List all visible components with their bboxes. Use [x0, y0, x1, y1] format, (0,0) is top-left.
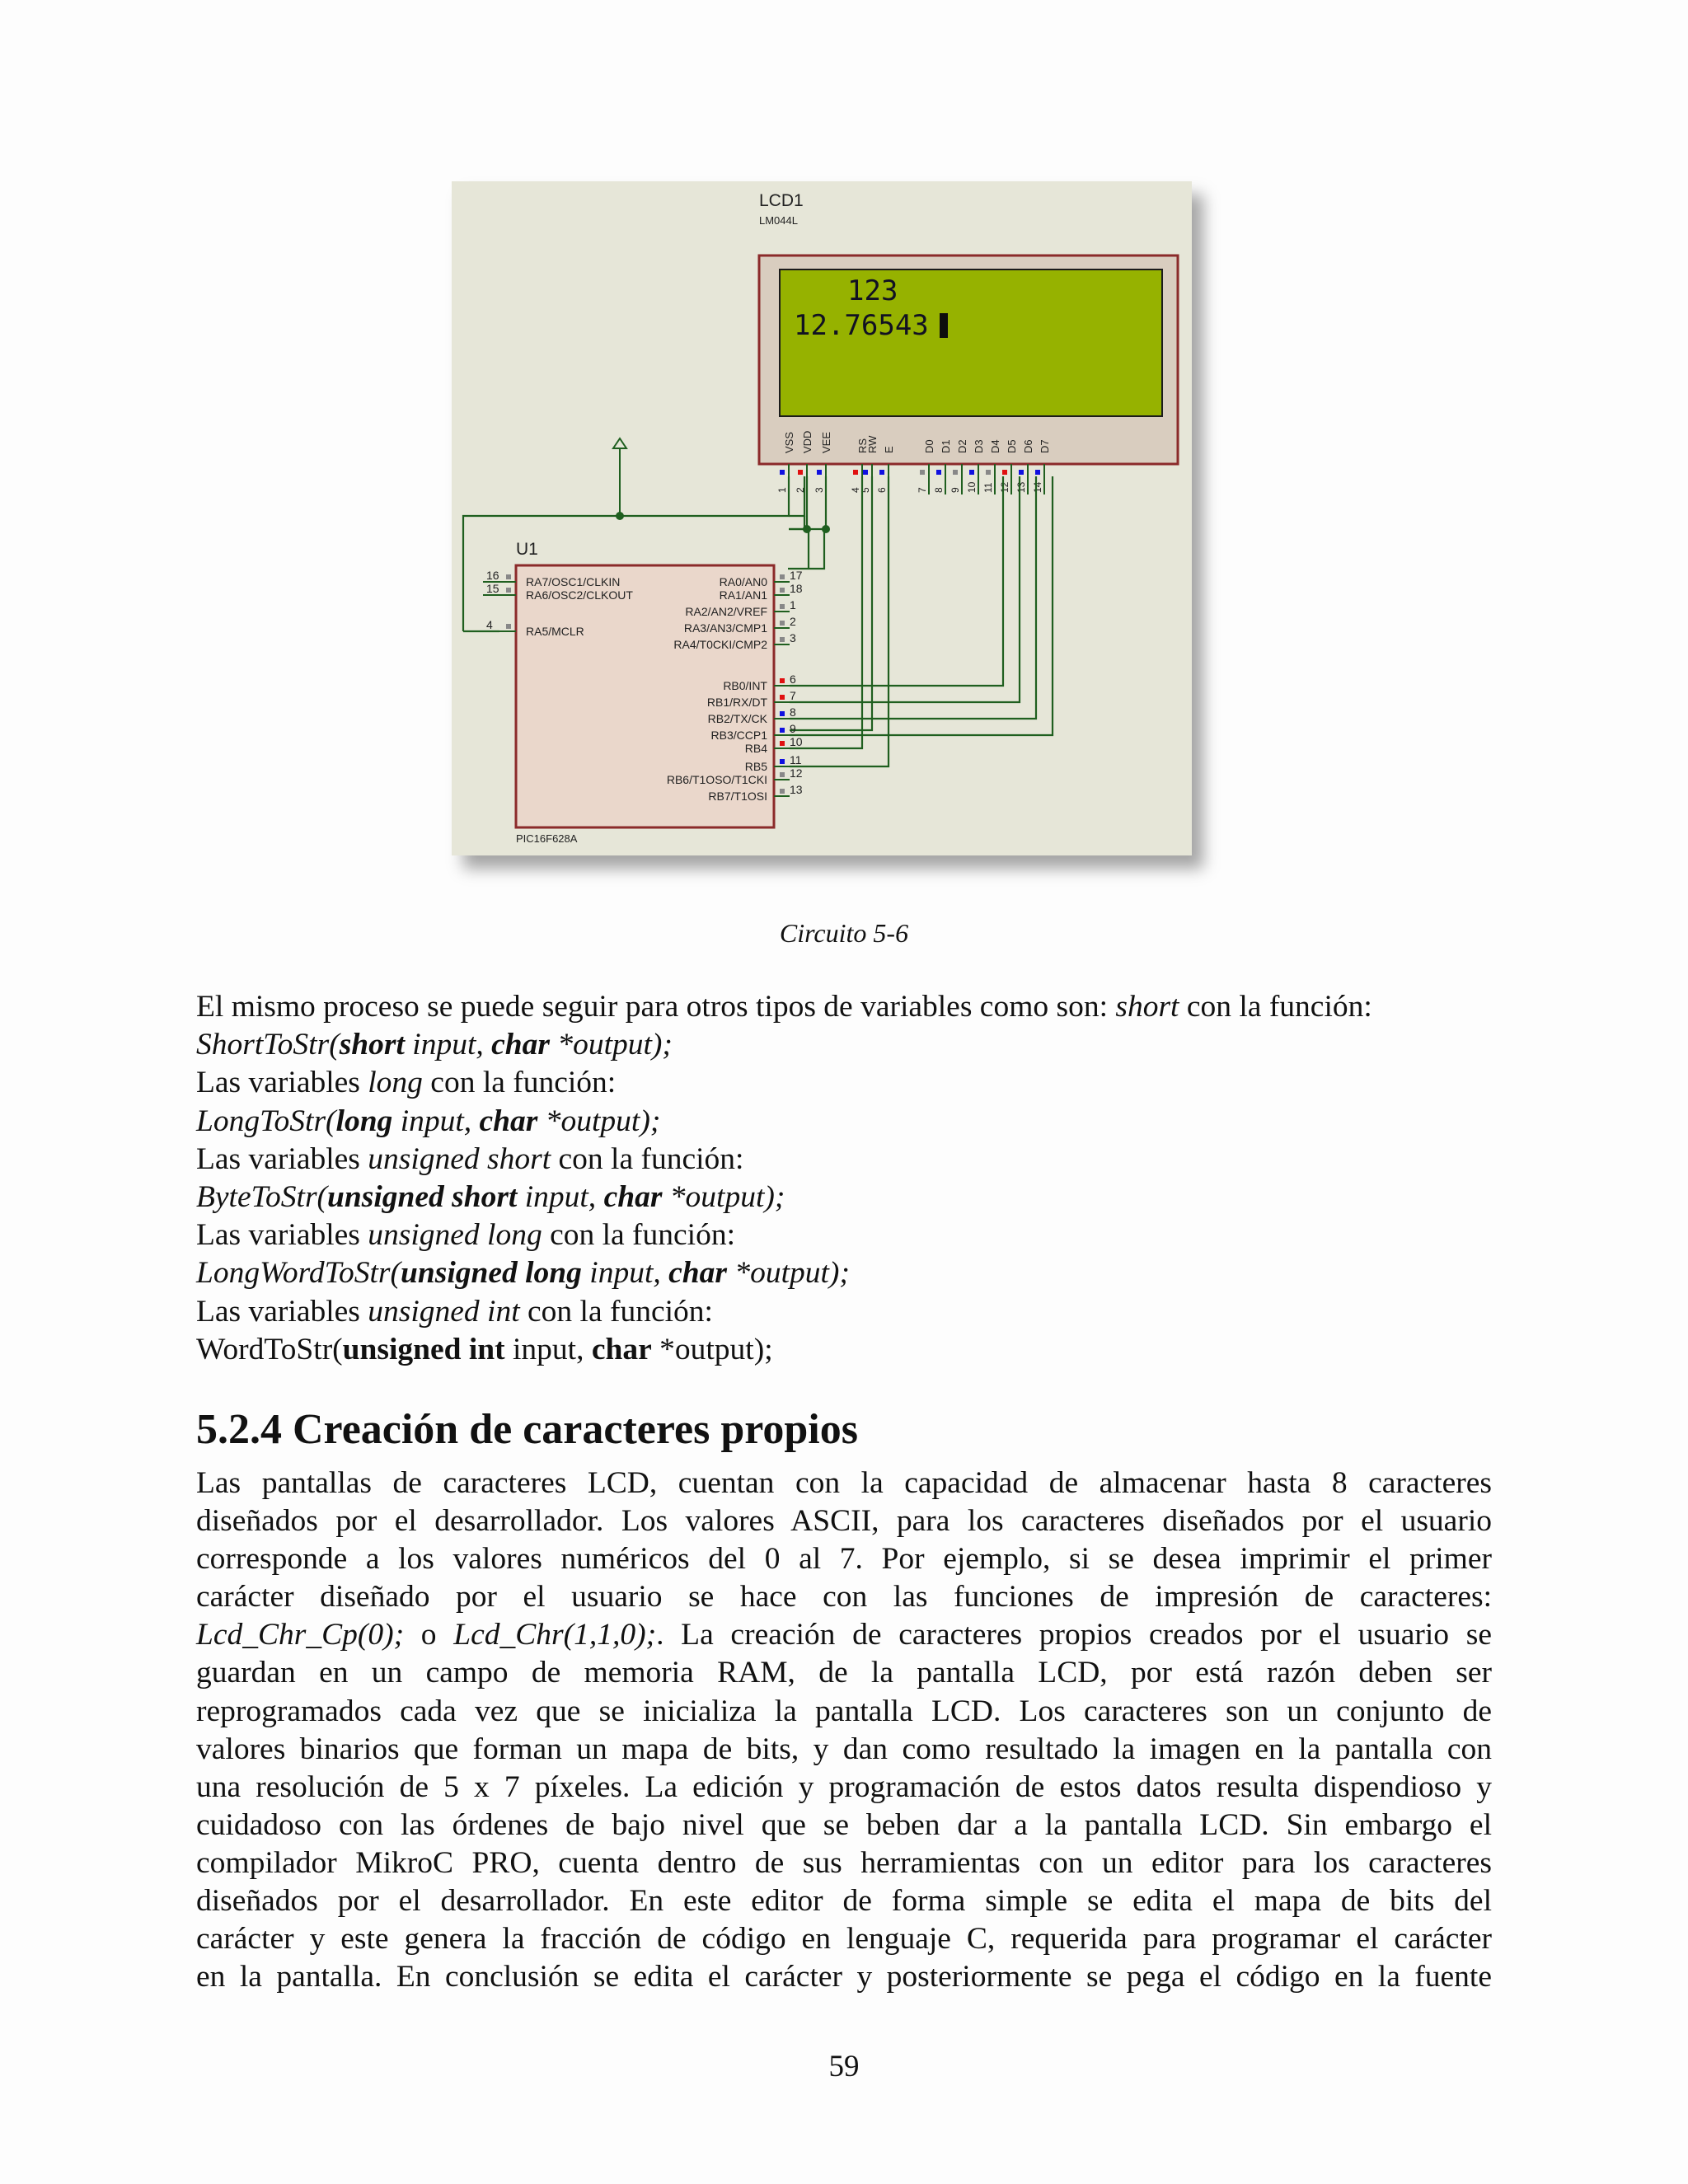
- mcu-pin-state: [780, 772, 785, 777]
- mcu-pin-number: 10: [790, 735, 803, 748]
- function-signature-wordtostr: WordToStr(unsigned int input, char *output);: [196, 1332, 773, 1366]
- function-signature-bytetostr: ByteToStr(unsigned short input, char *output);: [196, 1180, 785, 1215]
- mcu-pin-state: [780, 574, 785, 579]
- lcd-pin-number: 13: [1015, 481, 1027, 493]
- type-description-unsigned-short: Las variables unsigned short con la función:: [196, 1141, 744, 1176]
- mcu-pin-name: RB3/CCP1: [710, 729, 767, 742]
- lcd-pin-label: RW: [866, 435, 879, 453]
- type-description-unsigned-long: Las variables unsigned long con la función:: [196, 1218, 736, 1253]
- mcu-pin-number: 18: [790, 582, 803, 595]
- lcd-pin-label: VDD: [801, 430, 814, 453]
- mcu-pin-state: [506, 588, 511, 593]
- mcu-pin-name: RB2/TX/CK: [707, 712, 767, 725]
- lcd-pin-number: 3: [814, 487, 825, 493]
- lcd-pin-state: [1019, 470, 1024, 475]
- mcu-reference: U1: [516, 540, 538, 559]
- lcd-line-1: 123: [847, 274, 898, 307]
- lcd-cursor: [940, 313, 948, 338]
- mcu-pin-number: 1: [790, 598, 796, 612]
- mcu-pin-state: [780, 789, 785, 794]
- figure-caption: Circuito 5-6: [779, 918, 909, 948]
- lcd-pin-state: [1035, 470, 1040, 475]
- lcd-pin-state: [879, 470, 884, 475]
- lcd-pin-state: [780, 470, 785, 475]
- lcd-line-2: 12.76543: [794, 309, 929, 342]
- mcu-pin-state: [780, 728, 785, 733]
- lcd-pin-label: E: [883, 446, 895, 453]
- mcu-pin-state: [506, 574, 511, 579]
- paragraph-line-functions: Lcd_Chr_Cp(0); o Lcd_Chr(1,1,0);. La creación de caracteres propios creados por el usuario se: [196, 1618, 1493, 1652]
- lcd-pin-label: RS: [856, 438, 869, 453]
- mcu-pin-name: RB7/T1OSI: [708, 790, 767, 803]
- function-signature-longtostr: LongToStr(long input, char *output);: [196, 1104, 661, 1138]
- lcd-pin-state: [920, 470, 925, 475]
- function-signature-longwordtostr: LongWordToStr(unsigned long input, char *output);: [196, 1256, 850, 1291]
- lcd-pin-number: 7: [917, 487, 928, 493]
- mcu-pin-state: [780, 604, 785, 609]
- mcu-pin-number: 12: [790, 766, 803, 780]
- mcu-pin-name: RB1/RX/DT: [706, 696, 767, 709]
- mcu-pin-number: 3: [790, 631, 796, 644]
- mcu-pin-number: 13: [790, 783, 803, 796]
- mcu-pin-name: RA0/AN0: [719, 575, 767, 588]
- mcu-pin-number: 9: [790, 722, 796, 735]
- lcd-pin-number: 8: [933, 487, 945, 493]
- mcu-pin-state: [780, 637, 785, 642]
- mcu-pin-number: 16: [486, 569, 499, 582]
- lcd-pin-number: 14: [1032, 481, 1043, 493]
- mcu-pin-name: RA3/AN3/CMP1: [683, 621, 767, 635]
- lcd-pin-state: [798, 470, 803, 475]
- lcd-pin-label: D4: [989, 439, 1001, 453]
- mcu-pin-number: 4: [486, 618, 493, 631]
- mcu-pin-name: RB6/T1OSO/T1CKI: [666, 773, 767, 786]
- lcd-pin-state: [853, 470, 858, 475]
- mcu-pin-number: 11: [790, 753, 802, 766]
- mcu-pin-name: RA5/MCLR: [526, 625, 584, 638]
- mcu-pin-name: RA4/T0CKI/CMP2: [673, 638, 767, 651]
- type-description-unsigned-int: Las variables unsigned int con la función:: [196, 1294, 713, 1329]
- lcd-pin-state: [817, 470, 822, 475]
- body-paragraph: Las pantallas de caracteres LCD, cuentan con la capacidad de almacenar hasta 8 caracteres diseñados por el desarrollador. Los valores ASCII, para los caracteres diseñados por el usuario corresponde a los valores numéricos del 0 al 7. Por ejemplo, si se desea imprimir el primer carácter diseñado por el usuario se hace con las funciones de impresión de caracteres: Lcd_Chr_Cp(0); o Lcd_Chr(1,1,0);. La creación de caracteres propios creados por el usuario se guardan en un campo de memoria RAM, de la pantalla LCD, por está razón deben ser reprogramados cada vez que se inicializa la pantalla LCD. Los caracteres son un conjunto de valores binarios que forman un mapa de bits, y dan como resultado la imagen en la pantalla con una resolución de 5 x 7 píxeles. La edición y programación de estos datos resulta dispendioso y cuidadoso con las órdenes de bajo nivel que se beben dar a la pantalla LCD. Sin embargo el compilador MikroC PRO, cuenta dentro de sus herramientas con un editor para los caracteres diseñados por el desarrollador. En este editor de forma simple se edita el mapa de bits del carácter y este genera la fracción de código en lenguaje C, requerida para programar el carácter en la pantalla. En conclusión se edita el carácter y posteriormente se pega el código en la fuente: [196, 1466, 1493, 1994]
- lcd-pin-state: [953, 470, 958, 475]
- lcd-pin-number: 5: [860, 487, 871, 493]
- lcd-pin-state: [1002, 470, 1007, 475]
- mcu-pin-state: [780, 678, 785, 683]
- lcd-pin-state: [986, 470, 991, 475]
- section-heading: 5.2.4 Creación de caracteres propios: [196, 1406, 858, 1453]
- lcd-pin-label: D6: [1022, 439, 1034, 453]
- lcd-reference: LCD1: [759, 191, 804, 210]
- mcu-pin-number: 2: [790, 615, 796, 628]
- lcd-pin-label: D1: [940, 439, 952, 453]
- lcd-pin-state: [936, 470, 941, 475]
- function-signature-shorttostr: ShortToStr(short input, char *output);: [196, 1028, 673, 1062]
- mcu-pin-state: [780, 588, 785, 593]
- lcd-screen: [780, 269, 1162, 416]
- lcd-pin-number: 11: [982, 482, 994, 493]
- mcu-pin-name: RB5: [744, 760, 767, 773]
- lcd-pin-number: 12: [999, 481, 1010, 493]
- lcd-pin-label: D7: [1039, 439, 1051, 453]
- mcu-pin-name: RA6/OSC2/CLKOUT: [526, 588, 633, 602]
- mcu-pin-name: RA2/AN2/VREF: [685, 605, 767, 618]
- mcu-pin-number: 8: [790, 705, 796, 719]
- function-list: [196, 988, 1492, 1369]
- mcu-pin-state: [780, 695, 785, 700]
- mcu-model: PIC16F628A: [516, 832, 578, 845]
- lcd-pin-state: [969, 470, 974, 475]
- lcd-pin-number: 4: [850, 487, 861, 493]
- lcd-pin-label: VEE: [820, 431, 832, 453]
- type-description-long: Las variables long con la función:: [196, 1066, 617, 1100]
- mcu-pin-state: [506, 624, 511, 629]
- mcu-pin-name: RA1/AN1: [719, 588, 767, 602]
- intro-line: El mismo proceso se puede seguir para otros tipos de variables como son: short con la función:: [196, 990, 1372, 1024]
- page-number: 59: [828, 2050, 860, 2083]
- mcu-pin-number: 15: [486, 582, 499, 595]
- circuit-figure: [452, 181, 1192, 855]
- mcu-pin-number: 7: [790, 689, 796, 702]
- circuit-schematic: [452, 181, 1192, 855]
- lcd-model: LM044L: [759, 214, 798, 227]
- mcu-pin-name: RB0/INT: [723, 679, 767, 692]
- lcd-pin-label: VSS: [783, 431, 795, 453]
- lcd-pin-label: D0: [923, 439, 935, 453]
- lcd-pin-label: D2: [956, 439, 968, 453]
- mcu-pin-state: [780, 759, 785, 764]
- mcu-pin-state: [780, 711, 785, 716]
- mcu-pin-state: [780, 741, 785, 746]
- lcd-pin-number: 6: [876, 487, 888, 493]
- lcd-pin-number: 1: [776, 487, 788, 493]
- lcd-pin-number: 2: [795, 487, 806, 493]
- mcu-pin-name: RB4: [744, 742, 767, 755]
- mcu-pin-number: 6: [790, 673, 796, 686]
- mcu-pin-number: 17: [790, 569, 803, 582]
- lcd-pin-number: 10: [966, 481, 978, 493]
- lcd-pin-label: D3: [973, 439, 985, 453]
- lcd-pin-state: [863, 470, 868, 475]
- mcu-pin-name: RA7/OSC1/CLKIN: [526, 575, 621, 588]
- mcu-pin-state: [780, 621, 785, 626]
- lcd-pin-number: 9: [950, 487, 961, 493]
- lcd-pin-label: D5: [1006, 439, 1018, 453]
